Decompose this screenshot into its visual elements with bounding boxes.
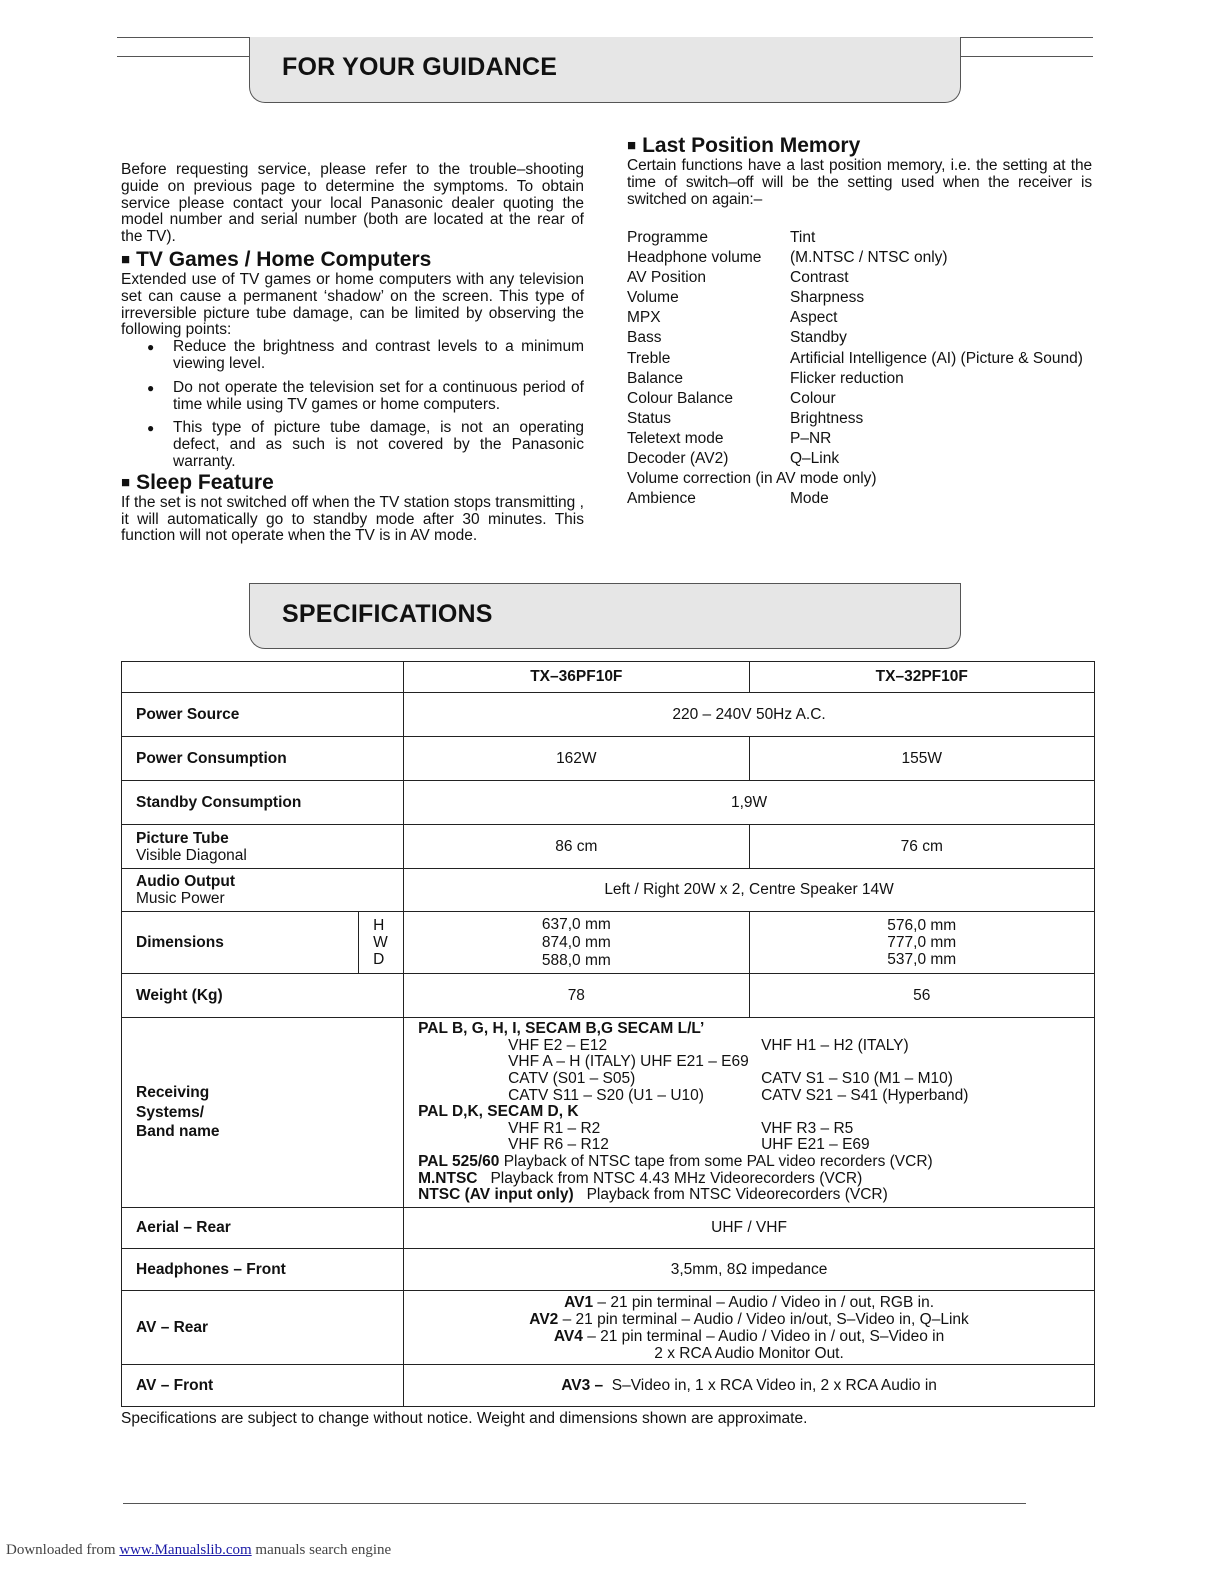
tv-games-bullets	[121, 339, 584, 471]
model-header-1: TX–36PF10F	[404, 662, 749, 693]
specs-footnote: Specifications are subject to change without notice. Weight and dimensions shown are approximate.	[121, 1410, 808, 1427]
list-item: CATV S11 – S20 (U1 – U10) CATV S21 – S41 (Hyperband)	[508, 1086, 969, 1104]
cell-value: 162W	[404, 737, 749, 781]
bullet-item: ● Do not operate the television set for a continuous period of time while using TV games or home computers.	[121, 380, 584, 414]
specifications-title: SPECIFICATIONS	[282, 600, 493, 628]
table-row	[122, 1208, 1095, 1249]
table-row	[122, 1018, 1095, 1208]
tv-games-heading: ■ TV Games / Home Computers	[121, 247, 432, 271]
row-label: AV – Rear	[122, 1291, 404, 1365]
table-row	[122, 974, 1095, 1018]
table-row	[122, 825, 1095, 869]
cell-value: 86 cm	[404, 825, 749, 869]
cell-value: Left / Right 20W x 2, Centre Speaker 14W	[404, 869, 1095, 912]
cell-value: 76 cm	[749, 825, 1094, 869]
row-label: AV – Front	[122, 1365, 404, 1407]
cell-value: 1,9W	[404, 781, 1095, 825]
download-footer: Downloaded from www.Manualslib.com manuals search engine	[6, 1542, 392, 1558]
list-item: PAL 525/60 Playback of NTSC tape from some PAL video recorders (VCR)	[418, 1152, 933, 1170]
row-label: Power Source	[122, 693, 404, 737]
row-label: Aerial – Rear	[122, 1208, 404, 1249]
table-row	[122, 1291, 1095, 1365]
list-item: VHF A – H (ITALY) UHF E21 – E69	[508, 1053, 749, 1071]
bullet-item: ● This type of picture tube damage, is not an operating defect, and as such is not covered by the Panasonic warranty.	[121, 420, 584, 470]
cell-value: 3,5mm, 8Ω impedance	[404, 1249, 1095, 1291]
receiving-systems-cell	[404, 1018, 1095, 1208]
top-rule-left	[117, 37, 249, 38]
table-corner	[122, 662, 404, 693]
table-row	[122, 1365, 1095, 1407]
right-column	[627, 134, 1092, 208]
top-rule-left-lower	[117, 56, 249, 57]
table-row	[122, 662, 1095, 693]
sleep-text: If the set is not switched off when the TV station stops transmitting , it will automatically go to standby mode after 30 minutes. This function will not operate when the TV is in AV mode.	[121, 493, 584, 545]
bullet-item: ● Reduce the brightness and contrast levels to a minimum viewing level.	[121, 339, 584, 373]
table-row	[122, 781, 1095, 825]
list-item: M.NTSC Playback from NTSC 4.43 MHz Videorecorders (VCR)	[418, 1169, 863, 1187]
guidance-banner	[249, 37, 961, 103]
cell-value: UHF / VHF	[404, 1208, 1095, 1249]
row-label: Headphones – Front	[122, 1249, 404, 1291]
sleep-heading: ■ Sleep Feature	[121, 470, 274, 494]
cell-value: 576,0 mm 777,0 mm 537,0 mm	[749, 912, 1094, 974]
list-item: PAL B, G, H, I, SECAM B,G SECAM L/L’	[418, 1020, 705, 1038]
list-item: VHF R6 – R12 UHF E21 – E69	[508, 1136, 870, 1154]
row-label: Receiving Systems/ Band name	[122, 1018, 404, 1208]
table-row	[122, 693, 1095, 737]
row-label: Power Consumption	[122, 737, 404, 781]
row-label: Weight (Kg)	[122, 974, 404, 1018]
bottom-rule	[123, 1503, 1026, 1504]
specifications-table	[121, 661, 1095, 1407]
table-row	[122, 912, 1095, 974]
top-rule-right	[961, 37, 1093, 38]
list-item: VHF R1 – R2 VHF R3 – R5	[508, 1119, 854, 1137]
row-label: Picture Tube Visible Diagonal	[122, 825, 404, 869]
row-label: Standby Consumption	[122, 781, 404, 825]
row-label: Dimensions	[122, 912, 359, 974]
specifications-banner	[249, 583, 961, 649]
list-item: PAL D,K, SECAM D, K	[418, 1103, 579, 1121]
left-column	[121, 162, 584, 545]
cell-value: 637,0 mm 874,0 mm 588,0 mm	[404, 912, 749, 974]
hwd-labels: H W D	[359, 912, 404, 974]
table-row	[122, 869, 1095, 912]
model-header-2: TX–32PF10F	[749, 662, 1094, 693]
row-label: Audio Output Music Power	[122, 869, 404, 912]
list-item: VHF E2 – E12 VHF H1 – H2 (ITALY)	[508, 1036, 909, 1054]
tv-games-text: Extended use of TV games or home computers with any television set can cause a permanent ‘shadow’ on the screen. This type of irreversible picture tube damage, can be limited by observing the following points:	[121, 270, 584, 339]
top-rule-right-lower	[961, 56, 1093, 57]
table-row	[122, 1249, 1095, 1291]
manualslib-link[interactable]: www.Manualslib.com	[119, 1542, 252, 1558]
memory-text: Certain functions have a last position memory, i.e. the setting at the time of switch–off will be the setting used when the receiver is switched on again:–	[627, 157, 1092, 208]
intro-text: Before requesting service, please refer to the trouble–shooting guide on previous page to determine the symptoms. To obtain service please contact your local Panasonic dealer quoting the model number and serial number (both are located at the rear of the TV).	[121, 161, 584, 246]
cell-value: 56	[749, 974, 1094, 1018]
table-row	[122, 737, 1095, 781]
cell-value: 155W	[749, 737, 1094, 781]
cell-value: 78	[404, 974, 749, 1018]
memory-heading: ■ Last Position Memory	[627, 134, 861, 157]
list-item: NTSC (AV input only) Playback from NTSC Videorecorders (VCR)	[418, 1186, 888, 1204]
list-item: CATV (S01 – S05) CATV S1 – S10 (M1 – M10)	[508, 1070, 953, 1088]
cell-value: AV3 – S–Video in, 1 x RCA Video in, 2 x RCA Audio in	[404, 1365, 1095, 1407]
guidance-title: FOR YOUR GUIDANCE	[282, 53, 558, 81]
cell-value: AV1 – 21 pin terminal – Audio / Video in / out, RGB in. AV2 – 21 pin terminal – Audio / Video in/out, S–Video in, Q–Link AV4 – 21 pin terminal – Audio / Video in / out, S–Video in 2 x RCA Audio Monitor Out.	[404, 1291, 1095, 1365]
cell-value: 220 – 240V 50Hz A.C.	[404, 693, 1095, 737]
